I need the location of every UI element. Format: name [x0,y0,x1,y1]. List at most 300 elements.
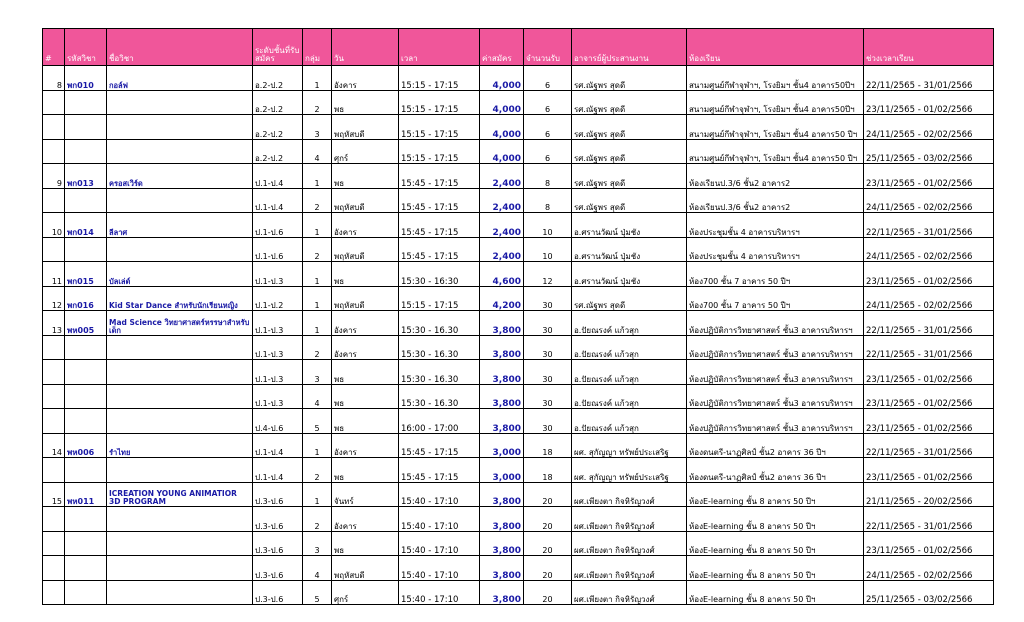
fee-cell: 4,000 [480,66,524,91]
fee-cell: 2,400 [480,237,524,262]
class-time-cell: 15:15 - 17:15 [399,115,480,140]
weekday-cell: พธ [332,262,399,287]
study-period-cell: 24/11/2565 - 02/02/2566 [864,556,994,581]
course-code-cell: พก010 [65,66,107,91]
group-number-cell: 2 [303,188,332,213]
coordinator-cell: อ.ปัยณรงค์ แก้วสุก [572,311,687,336]
grade-level-cell: ป.3-ป.6 [253,580,303,605]
class-time-cell: 15:30 - 16.30 [399,311,480,336]
coordinator-cell: อ.ศรานวัฒน์ ปุ่มชัง [572,237,687,262]
weekday-cell: พธ [332,384,399,409]
fee-cell: 4,000 [480,90,524,115]
weekday-cell: พธ [332,360,399,385]
course-code-cell [65,507,107,532]
fee-cell: 3,800 [480,409,524,434]
header-course-name: ชื่อวิชา [107,29,253,66]
header-coordinator: อาจารย์ผู้ประสานงาน [572,29,687,66]
seat-count-cell: 20 [524,531,572,556]
table-row [43,482,994,507]
course-code-cell [65,580,107,605]
row-index-cell [43,409,65,434]
course-name-cell [107,115,253,140]
row-index-cell [43,384,65,409]
weekday-cell: พธ [332,409,399,434]
study-period-cell: 22/11/2565 - 31/01/2566 [864,311,994,336]
seat-count-cell: 30 [524,384,572,409]
room-cell: ห้องE-learning ชั้น 8 อาคาร 50 ปีฯ [687,580,864,605]
row-index-cell [43,335,65,360]
seat-count-cell: 18 [524,433,572,458]
study-period-cell: 23/11/2565 - 01/02/2566 [864,360,994,385]
room-cell: ห้องดนตรี-นาฏศิลป์ ชั้น2 อาคาร 36 ปีฯ [687,458,864,483]
grade-level-cell: ป.1-ป.3 [253,335,303,360]
weekday-cell: พฤหัสบดี [332,188,399,213]
header-row [43,29,994,66]
course-code-cell: พก013 [65,164,107,189]
course-name-cell [107,507,253,532]
seat-count-cell: 18 [524,458,572,483]
course-name-cell: กอล์ฟ [107,66,253,91]
header-room: ห้องเรียน [687,29,864,66]
class-time-cell: 15:30 - 16.30 [399,360,480,385]
row-index-cell: 11 [43,262,65,287]
row-index-cell: 12 [43,286,65,311]
course-name-cell [107,90,253,115]
table-row [43,433,994,458]
group-number-cell: 2 [303,335,332,360]
weekday-cell: พฤหัสบดี [332,237,399,262]
study-period-cell: 23/11/2565 - 01/02/2566 [864,262,994,287]
row-index-cell [43,90,65,115]
fee-cell: 3,800 [480,384,524,409]
study-period-cell: 22/11/2565 - 31/01/2566 [864,66,994,91]
coordinator-cell: ผศ.เพียงตา กิจหิรัญวงศ์ [572,507,687,532]
fee-cell: 2,400 [480,188,524,213]
weekday-cell: อังคาร [332,66,399,91]
coordinator-cell: ผศ. สุกัญญา ทรัพย์ประเสริฐ [572,458,687,483]
grade-level-cell: ป.1-ป.3 [253,262,303,287]
group-number-cell: 5 [303,580,332,605]
weekday-cell: พฤหัสบดี [332,286,399,311]
course-code-cell: พก016 [65,286,107,311]
weekday-cell: ศุกร์ [332,139,399,164]
row-index-cell [43,580,65,605]
coordinator-cell: ผศ.เพียงตา กิจหิรัญวงศ์ [572,556,687,581]
class-time-cell: 15:30 - 16.30 [399,335,480,360]
grade-level-cell: ป.1-ป.2 [253,286,303,311]
course-name-cell: บัลเล่ต์ [107,262,253,287]
room-cell: ห้องเรียนป.3/6 ชั้น2 อาคาร2 [687,188,864,213]
weekday-cell: พธ [332,90,399,115]
header-index: # [43,29,65,66]
course-name-cell: รำไทย [107,433,253,458]
course-code-cell: พก015 [65,262,107,287]
fee-cell: 2,400 [480,164,524,189]
course-name-cell [107,409,253,434]
class-time-cell: 15:40 - 17:10 [399,482,480,507]
header-fee: ค่าสมัคร [480,29,524,66]
seat-count-cell: 6 [524,66,572,91]
weekday-cell: ศุกร์ [332,580,399,605]
seat-count-cell: 10 [524,213,572,238]
weekday-cell: พธ [332,458,399,483]
group-number-cell: 1 [303,433,332,458]
table-row [43,286,994,311]
row-index-cell: 14 [43,433,65,458]
class-time-cell: 15:45 - 17:15 [399,188,480,213]
grade-level-cell: ป.1-ป.4 [253,433,303,458]
grade-level-cell: อ.2-ป.2 [253,139,303,164]
coordinator-cell: ผศ. สุกัญญา ทรัพย์ประเสริฐ [572,433,687,458]
group-number-cell: 5 [303,409,332,434]
room-cell: ห้องปฏิบัติการวิทยาศาสตร์ ชั้น3 อาคารบริหารฯ [687,335,864,360]
study-period-cell: 24/11/2565 - 02/02/2566 [864,286,994,311]
class-time-cell: 15:30 - 16.30 [399,384,480,409]
weekday-cell: อังคาร [332,311,399,336]
study-period-cell: 24/11/2565 - 02/02/2566 [864,237,994,262]
header-period: ช่วงเวลาเรียน [864,29,994,66]
row-index-cell: 9 [43,164,65,189]
room-cell: ห้องปฏิบัติการวิทยาศาสตร์ ชั้น3 อาคารบริหารฯ [687,311,864,336]
group-number-cell: 1 [303,66,332,91]
fee-cell: 3,800 [480,556,524,581]
table-row [43,262,994,287]
fee-cell: 3,800 [480,580,524,605]
study-period-cell: 22/11/2565 - 31/01/2566 [864,335,994,360]
coordinator-cell: รศ.ณัฐพร สุดดี [572,286,687,311]
room-cell: ห้องประชุมชั้น 4 อาคารบริหารฯ [687,213,864,238]
course-name-cell [107,139,253,164]
header-seats: จำนวนรับ [524,29,572,66]
seat-count-cell: 30 [524,335,572,360]
room-cell: ห้องปฏิบัติการวิทยาศาสตร์ ชั้น3 อาคารบริหารฯ [687,360,864,385]
study-period-cell: 22/11/2565 - 31/01/2566 [864,433,994,458]
seat-count-cell: 20 [524,507,572,532]
room-cell: ห้อง700 ชั้น 7 อาคาร 50 ปีฯ [687,286,864,311]
course-name-cell [107,556,253,581]
course-name-cell: ICREATION YOUNG ANIMATIOR 3D PROGRAM [107,482,253,507]
course-code-cell: พห005 [65,311,107,336]
table-row [43,458,994,483]
coordinator-cell: รศ.ณัฐพร สุดดี [572,139,687,164]
seat-count-cell: 30 [524,311,572,336]
table-row [43,384,994,409]
table-row [43,115,994,140]
table-row [43,188,994,213]
seat-count-cell: 10 [524,237,572,262]
coordinator-cell: อ.ศรานวัฒน์ ปุ่มชัง [572,213,687,238]
seat-count-cell: 30 [524,286,572,311]
group-number-cell: 4 [303,384,332,409]
group-number-cell: 2 [303,237,332,262]
group-number-cell: 2 [303,458,332,483]
class-time-cell: 16:00 - 17:00 [399,409,480,434]
room-cell: ห้องE-learning ชั้น 8 อาคาร 50 ปีฯ [687,556,864,581]
row-index-cell [43,507,65,532]
class-time-cell: 15:40 - 17:10 [399,531,480,556]
fee-cell: 3,800 [480,482,524,507]
row-index-cell [43,115,65,140]
course-code-cell [65,360,107,385]
class-time-cell: 15:45 - 17:15 [399,458,480,483]
fee-cell: 4,000 [480,115,524,140]
row-index-cell: 13 [43,311,65,336]
grade-level-cell: ป.1-ป.4 [253,188,303,213]
group-number-cell: 3 [303,531,332,556]
grade-level-cell: ป.1-ป.3 [253,360,303,385]
class-time-cell: 15:40 - 17:10 [399,580,480,605]
seat-count-cell: 6 [524,139,572,164]
coordinator-cell: อ.ปัยณรงค์ แก้วสุก [572,360,687,385]
course-name-cell [107,458,253,483]
weekday-cell: จันทร์ [332,482,399,507]
room-cell: สนามศูนย์กีฬาจุฬาฯ, โรงยิมฯ ชั้น4 อาคาร50ปีฯ [687,90,864,115]
weekday-cell: อังคาร [332,213,399,238]
grade-level-cell: อ.2-ป.2 [253,90,303,115]
room-cell: สนามศูนย์กีฬาจุฬาฯ, โรงยิมฯ ชั้น4 อาคาร50 ปีฯ [687,115,864,140]
table-row [43,360,994,385]
course-name-cell: Kid Star Dance สำหรับนักเรียนหญิง [107,286,253,311]
course-name-cell [107,335,253,360]
course-name-cell [107,531,253,556]
course-code-cell [65,335,107,360]
coordinator-cell: อ.ปัยณรงค์ แก้วสุก [572,335,687,360]
coordinator-cell: อ.ปัยณรงค์ แก้วสุก [572,384,687,409]
room-cell: ห้องE-learning ชั้น 8 อาคาร 50 ปีฯ [687,531,864,556]
weekday-cell: พธ [332,164,399,189]
seat-count-cell: 8 [524,164,572,189]
grade-level-cell: อ.2-ป.2 [253,115,303,140]
room-cell: ห้องปฏิบัติการวิทยาศาสตร์ ชั้น3 อาคารบริหารฯ [687,409,864,434]
fee-cell: 3,800 [480,335,524,360]
class-time-cell: 15:30 - 16:30 [399,262,480,287]
row-index-cell: 15 [43,482,65,507]
study-period-cell: 24/11/2565 - 02/02/2566 [864,115,994,140]
coordinator-cell: ผศ.เพียงตา กิจหิรัญวงศ์ [572,531,687,556]
room-cell: ห้องE-learning ชั้น 8 อาคาร 50 ปีฯ [687,507,864,532]
seat-count-cell: 20 [524,556,572,581]
course-code-cell [65,531,107,556]
fee-cell: 2,400 [480,213,524,238]
room-cell: ห้องดนตรี-นาฏศิลป์ ชั้น2 อาคาร 36 ปีฯ [687,433,864,458]
coordinator-cell: รศ.ณัฐพร สุดดี [572,90,687,115]
row-index-cell [43,237,65,262]
course-code-cell [65,188,107,213]
course-name-cell [107,384,253,409]
fee-cell: 3,000 [480,458,524,483]
header-grade-level: ระดับชั้นที่รับสมัคร [253,29,303,66]
table-row [43,139,994,164]
study-period-cell: 21/11/2565 - 20/02/2566 [864,482,994,507]
table-row [43,90,994,115]
study-period-cell: 25/11/2565 - 03/02/2566 [864,139,994,164]
room-cell: ห้องE-learning ชั้น 8 อาคาร 50 ปีฯ [687,482,864,507]
coordinator-cell: รศ.ณัฐพร สุดดี [572,164,687,189]
room-cell: ห้อง700 ชั้น 7 อาคาร 50 ปีฯ [687,262,864,287]
course-name-cell [107,580,253,605]
course-code-cell [65,458,107,483]
header-group: กลุ่ม [303,29,332,66]
seat-count-cell: 6 [524,90,572,115]
course-code-cell: พห011 [65,482,107,507]
weekday-cell: พฤหัสบดี [332,556,399,581]
course-name-cell: ครอสเวิร์ด [107,164,253,189]
table-row [43,237,994,262]
table-row [43,311,994,336]
fee-cell: 4,600 [480,262,524,287]
class-time-cell: 15:45 - 17:15 [399,433,480,458]
group-number-cell: 4 [303,139,332,164]
study-period-cell: 22/11/2565 - 31/01/2566 [864,507,994,532]
grade-level-cell: ป.3-ป.6 [253,482,303,507]
course-code-cell [65,409,107,434]
group-number-cell: 2 [303,507,332,532]
row-index-cell: 8 [43,66,65,91]
study-period-cell: 25/11/2565 - 03/02/2566 [864,580,994,605]
table-row [43,164,994,189]
row-index-cell: 10 [43,213,65,238]
course-name-cell [107,360,253,385]
grade-level-cell: ป.1-ป.4 [253,458,303,483]
class-time-cell: 15:15 - 17:15 [399,139,480,164]
coordinator-cell: รศ.ณัฐพร สุดดี [572,115,687,140]
table-row [43,213,994,238]
grade-level-cell: ป.1-ป.3 [253,311,303,336]
weekday-cell: พฤหัสบดี [332,115,399,140]
group-number-cell: 3 [303,360,332,385]
group-number-cell: 4 [303,556,332,581]
class-time-cell: 15:40 - 17:10 [399,507,480,532]
course-code-cell: พห006 [65,433,107,458]
seat-count-cell: 20 [524,580,572,605]
study-period-cell: 23/11/2565 - 01/02/2566 [864,458,994,483]
grade-level-cell: ป.3-ป.6 [253,507,303,532]
room-cell: ห้องปฏิบัติการวิทยาศาสตร์ ชั้น3 อาคารบริหารฯ [687,384,864,409]
header-day: วัน [332,29,399,66]
room-cell: สนามศูนย์กีฬาจุฬาฯ, โรงยิมฯ ชั้น4 อาคาร50ปีฯ [687,66,864,91]
seat-count-cell: 20 [524,482,572,507]
fee-cell: 3,800 [480,311,524,336]
grade-level-cell: ป.1-ป.6 [253,237,303,262]
study-period-cell: 23/11/2565 - 01/02/2566 [864,90,994,115]
grade-level-cell: ป.4-ป.6 [253,409,303,434]
table-row [43,580,994,605]
study-period-cell: 24/11/2565 - 02/02/2566 [864,188,994,213]
fee-cell: 4,000 [480,139,524,164]
header-course-code: รหัสวิชา [65,29,107,66]
grade-level-cell: ป.1-ป.3 [253,384,303,409]
course-code-cell [65,237,107,262]
group-number-cell: 2 [303,90,332,115]
row-index-cell [43,531,65,556]
study-period-cell: 23/11/2565 - 01/02/2566 [864,531,994,556]
course-name-cell: Mad Science วิทยาศาสตร์หรรษาสำหรับเด็ก [107,311,253,336]
fee-cell: 3,800 [480,531,524,556]
coordinator-cell: ผศ.เพียงตา กิจหิรัญวงศ์ [572,482,687,507]
weekday-cell: อังคาร [332,433,399,458]
table-row [43,66,994,91]
seat-count-cell: 30 [524,360,572,385]
fee-cell: 3,800 [480,360,524,385]
class-time-cell: 15:15 - 17:15 [399,66,480,91]
class-time-cell: 15:45 - 17:15 [399,213,480,238]
table-row [43,335,994,360]
grade-level-cell: ป.3-ป.6 [253,531,303,556]
class-time-cell: 15:15 - 17:15 [399,90,480,115]
row-index-cell [43,188,65,213]
table-row [43,409,994,434]
grade-level-cell: ป.1-ป.6 [253,213,303,238]
header-time: เวลา [399,29,480,66]
coordinator-cell: อ.ปัยณรงค์ แก้วสุก [572,409,687,434]
seat-count-cell: 8 [524,188,572,213]
row-index-cell [43,458,65,483]
seat-count-cell: 12 [524,262,572,287]
class-time-cell: 15:40 - 17:10 [399,556,480,581]
seat-count-cell: 30 [524,409,572,434]
class-time-cell: 15:15 - 17:15 [399,286,480,311]
course-name-cell [107,237,253,262]
group-number-cell: 1 [303,213,332,238]
group-number-cell: 1 [303,262,332,287]
class-time-cell: 15:45 - 17:15 [399,237,480,262]
table-row [43,556,994,581]
class-time-cell: 15:45 - 17:15 [399,164,480,189]
table-row [43,507,994,532]
course-code-cell: พก014 [65,213,107,238]
group-number-cell: 1 [303,311,332,336]
row-index-cell [43,139,65,164]
group-number-cell: 1 [303,164,332,189]
row-index-cell [43,360,65,385]
room-cell: ห้องประชุมชั้น 4 อาคารบริหารฯ [687,237,864,262]
room-cell: สนามศูนย์กีฬาจุฬาฯ, โรงยิมฯ ชั้น4 อาคาร50 ปีฯ [687,139,864,164]
grade-level-cell: อ.2-ป.2 [253,66,303,91]
seat-count-cell: 6 [524,115,572,140]
fee-cell: 3,000 [480,433,524,458]
study-period-cell: 23/11/2565 - 01/02/2566 [864,409,994,434]
study-period-cell: 23/11/2565 - 01/02/2566 [864,164,994,189]
row-index-cell [43,556,65,581]
course-name-cell [107,188,253,213]
course-code-cell [65,139,107,164]
course-name-cell: ลีลาศ [107,213,253,238]
table-row [43,531,994,556]
fee-cell: 4,200 [480,286,524,311]
room-cell: ห้องเรียนป.3/6 ชั้น2 อาคาร2 [687,164,864,189]
grade-level-cell: ป.3-ป.6 [253,556,303,581]
coordinator-cell: รศ.ณัฐพร สุดดี [572,188,687,213]
course-code-cell [65,115,107,140]
coordinator-cell: ผศ.เพียงตา กิจหิรัญวงศ์ [572,580,687,605]
coordinator-cell: อ.ศรานวัฒน์ ปุ่มชัง [572,262,687,287]
coordinator-cell: รศ.ณัฐพร สุดดี [572,66,687,91]
weekday-cell: อังคาร [332,335,399,360]
study-period-cell: 22/11/2565 - 31/01/2566 [864,213,994,238]
course-code-cell [65,90,107,115]
group-number-cell: 3 [303,115,332,140]
study-period-cell: 23/11/2565 - 01/02/2566 [864,384,994,409]
weekday-cell: พธ [332,531,399,556]
course-schedule-table [42,28,994,605]
fee-cell: 3,800 [480,507,524,532]
course-code-cell [65,556,107,581]
weekday-cell: อังคาร [332,507,399,532]
group-number-cell: 1 [303,286,332,311]
group-number-cell: 1 [303,482,332,507]
course-code-cell [65,384,107,409]
grade-level-cell: ป.1-ป.4 [253,164,303,189]
